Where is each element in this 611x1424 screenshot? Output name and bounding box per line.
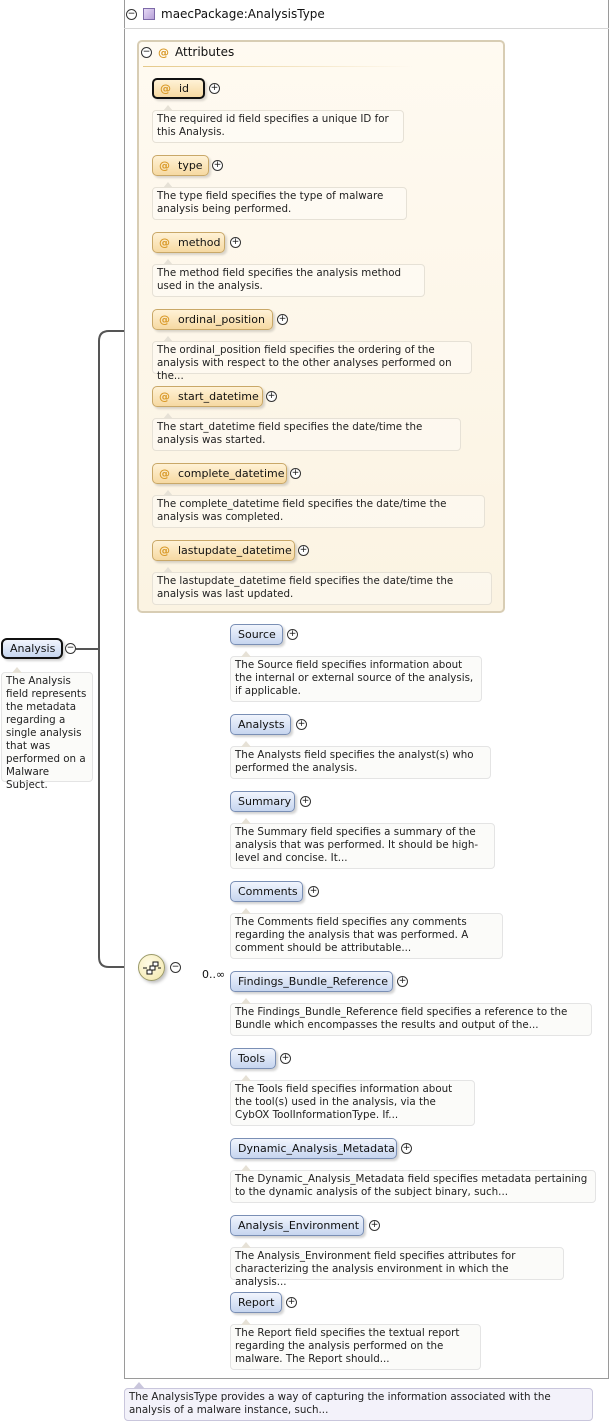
expand-element-dynamic-analysis-metadata-button[interactable]: + — [402, 1143, 411, 1153]
attribute-at-icon: @ — [159, 236, 170, 249]
element-findings-bundle-reference[interactable] — [230, 971, 393, 992]
element-name: Findings_Bundle_Reference — [238, 975, 388, 988]
element-doc: The Tools field specifies information about the tool(s) used in the analysis, via the CybOX ToolInformationType. If... — [230, 1080, 475, 1126]
attribute-name: type — [178, 159, 203, 172]
type-header — [126, 4, 325, 24]
collapse-root-element-button[interactable]: − — [66, 643, 75, 653]
sequence-compositor-icon[interactable] — [138, 954, 165, 981]
attribute-doc: The start_datetime field specifies the date/time the analysis was started. — [152, 418, 461, 451]
element-analysis-environment[interactable] — [230, 1215, 364, 1236]
attribute-name: start_datetime — [178, 390, 259, 403]
sequence-glyph — [139, 955, 164, 980]
type-header-divider — [124, 28, 609, 29]
element-doc: The Comments field specifies any comments regarding the analysis that was performed. A comment should be attributable... — [230, 913, 503, 959]
type-title: maecPackage:AnalysisType — [161, 7, 325, 21]
attribute-doc: The ordinal_position field specifies the ordering of the analysis with respect to the other analyses performed on the... — [152, 341, 472, 374]
element-name: Report — [238, 1296, 275, 1309]
element-name: Analysis_Environment — [238, 1219, 360, 1232]
attribute-at-icon: @ — [159, 467, 170, 480]
expand-attribute-start-datetime-button[interactable]: + — [267, 391, 276, 401]
expand-attribute-type-button[interactable]: + — [213, 160, 222, 170]
element-tools[interactable] — [230, 1048, 276, 1069]
complex-type-icon — [143, 8, 155, 20]
element-name: Tools — [238, 1052, 266, 1065]
element-doc: The Dynamic_Analysis_Metadata field specifies metadata pertaining to the dynamic analysis of the subject binary, such... — [230, 1170, 596, 1203]
expand-element-report-button[interactable]: + — [287, 1297, 296, 1307]
attribute-name: ordinal_position — [178, 313, 265, 326]
attribute-doc: The method field specifies the analysis method used in the analysis. — [152, 264, 425, 297]
expand-attribute-lastupdate-datetime-button[interactable]: + — [299, 545, 308, 555]
attribute-ordinal-position[interactable] — [152, 309, 273, 330]
attribute-id[interactable] — [152, 78, 205, 99]
attribute-doc: The complete_datetime field specifies the date/time the analysis was completed. — [152, 495, 485, 528]
element-name: Source — [238, 628, 276, 641]
expand-element-summary-button[interactable]: + — [301, 796, 310, 806]
root-element-analysis[interactable] — [1, 638, 63, 659]
attribute-method[interactable] — [152, 232, 225, 253]
element-doc: The Analysts field specifies the analyst(s) who performed the analysis. — [230, 746, 491, 779]
attribute-at-icon: @ — [159, 313, 170, 326]
element-report[interactable] — [230, 1292, 282, 1313]
element-doc: The Findings_Bundle_Reference field specifies a reference to the Bundle which encompasses the results and output of the... — [230, 1003, 592, 1036]
element-source[interactable] — [230, 624, 283, 645]
attribute-doc: The type field specifies the type of malware analysis being performed. — [152, 187, 407, 220]
expand-element-tools-button[interactable]: + — [281, 1053, 290, 1063]
attribute-lastupdate-datetime[interactable] — [152, 540, 295, 561]
attribute-complete-datetime[interactable] — [152, 463, 287, 484]
element-doc: The Source field specifies information about the internal or external source of the analysis, if applicable. — [230, 656, 482, 702]
element-name: Summary — [238, 795, 292, 808]
element-dynamic-analysis-metadata[interactable] — [230, 1138, 397, 1159]
expand-element-comments-button[interactable]: + — [309, 886, 318, 896]
expand-attribute-id-button[interactable]: + — [210, 83, 219, 93]
attribute-at-icon: @ — [160, 82, 171, 95]
expand-element-analysts-button[interactable]: + — [297, 719, 306, 729]
collapse-sequence-button[interactable]: − — [171, 962, 180, 972]
element-doc: The Report field specifies the textual report regarding the analysis performed on the malware. The Report should... — [230, 1324, 481, 1370]
attributes-header-divider — [143, 66, 413, 67]
collapse-type-button[interactable]: − — [127, 8, 136, 19]
expand-element-source-button[interactable]: + — [288, 629, 297, 639]
type-documentation: The AnalysisType provides a way of capturing the information associated with the analysis of a malware instance, such... — [124, 1388, 593, 1421]
attributes-label: Attributes — [175, 45, 235, 59]
attribute-name: method — [178, 236, 221, 249]
attribute-name: id — [179, 82, 190, 95]
expand-attribute-complete-datetime-button[interactable]: + — [291, 468, 300, 478]
attribute-at-icon: @ — [158, 45, 169, 59]
expand-attribute-ordinal-position-button[interactable]: + — [278, 314, 287, 324]
attribute-name: lastupdate_datetime — [178, 544, 292, 557]
sequence-multiplicity: 0..∞ — [202, 968, 226, 981]
collapse-attributes-button[interactable]: − — [142, 46, 151, 57]
element-summary[interactable] — [230, 791, 295, 812]
attribute-at-icon: @ — [159, 159, 170, 172]
element-name: Analysis — [10, 642, 56, 655]
attribute-doc: The lastupdate_datetime field specifies the date/time the analysis was last updated. — [152, 572, 492, 605]
element-analysts[interactable] — [230, 714, 291, 735]
attribute-name: complete_datetime — [178, 467, 285, 480]
attribute-start-datetime[interactable] — [152, 386, 263, 407]
element-doc: The Analysis_Environment field specifies attributes for characterizing the analysis environment in which the analysis... — [230, 1247, 564, 1280]
element-doc: The Summary field specifies a summary of the analysis that was performed. It should be high-level and concise. It... — [230, 823, 495, 869]
element-name: Analysts — [238, 718, 285, 731]
attribute-at-icon: @ — [159, 544, 170, 557]
element-name: Dynamic_Analysis_Metadata — [238, 1142, 395, 1155]
attribute-doc: The required id field specifies a unique ID for this Analysis. — [152, 110, 404, 143]
expand-attribute-method-button[interactable]: + — [231, 237, 240, 247]
root-element-doc: The Analysis field represents the metadata regarding a single analysis that was performed on a Malware Subject. — [1, 672, 93, 782]
attribute-at-icon: @ — [159, 390, 170, 403]
element-name: Comments — [238, 885, 298, 898]
attribute-type[interactable] — [152, 155, 209, 176]
expand-element-analysis-environment-button[interactable]: + — [370, 1220, 379, 1230]
attributes-header — [141, 45, 234, 59]
expand-element-findings-bundle-reference-button[interactable]: + — [398, 976, 407, 986]
element-comments[interactable] — [230, 881, 303, 902]
